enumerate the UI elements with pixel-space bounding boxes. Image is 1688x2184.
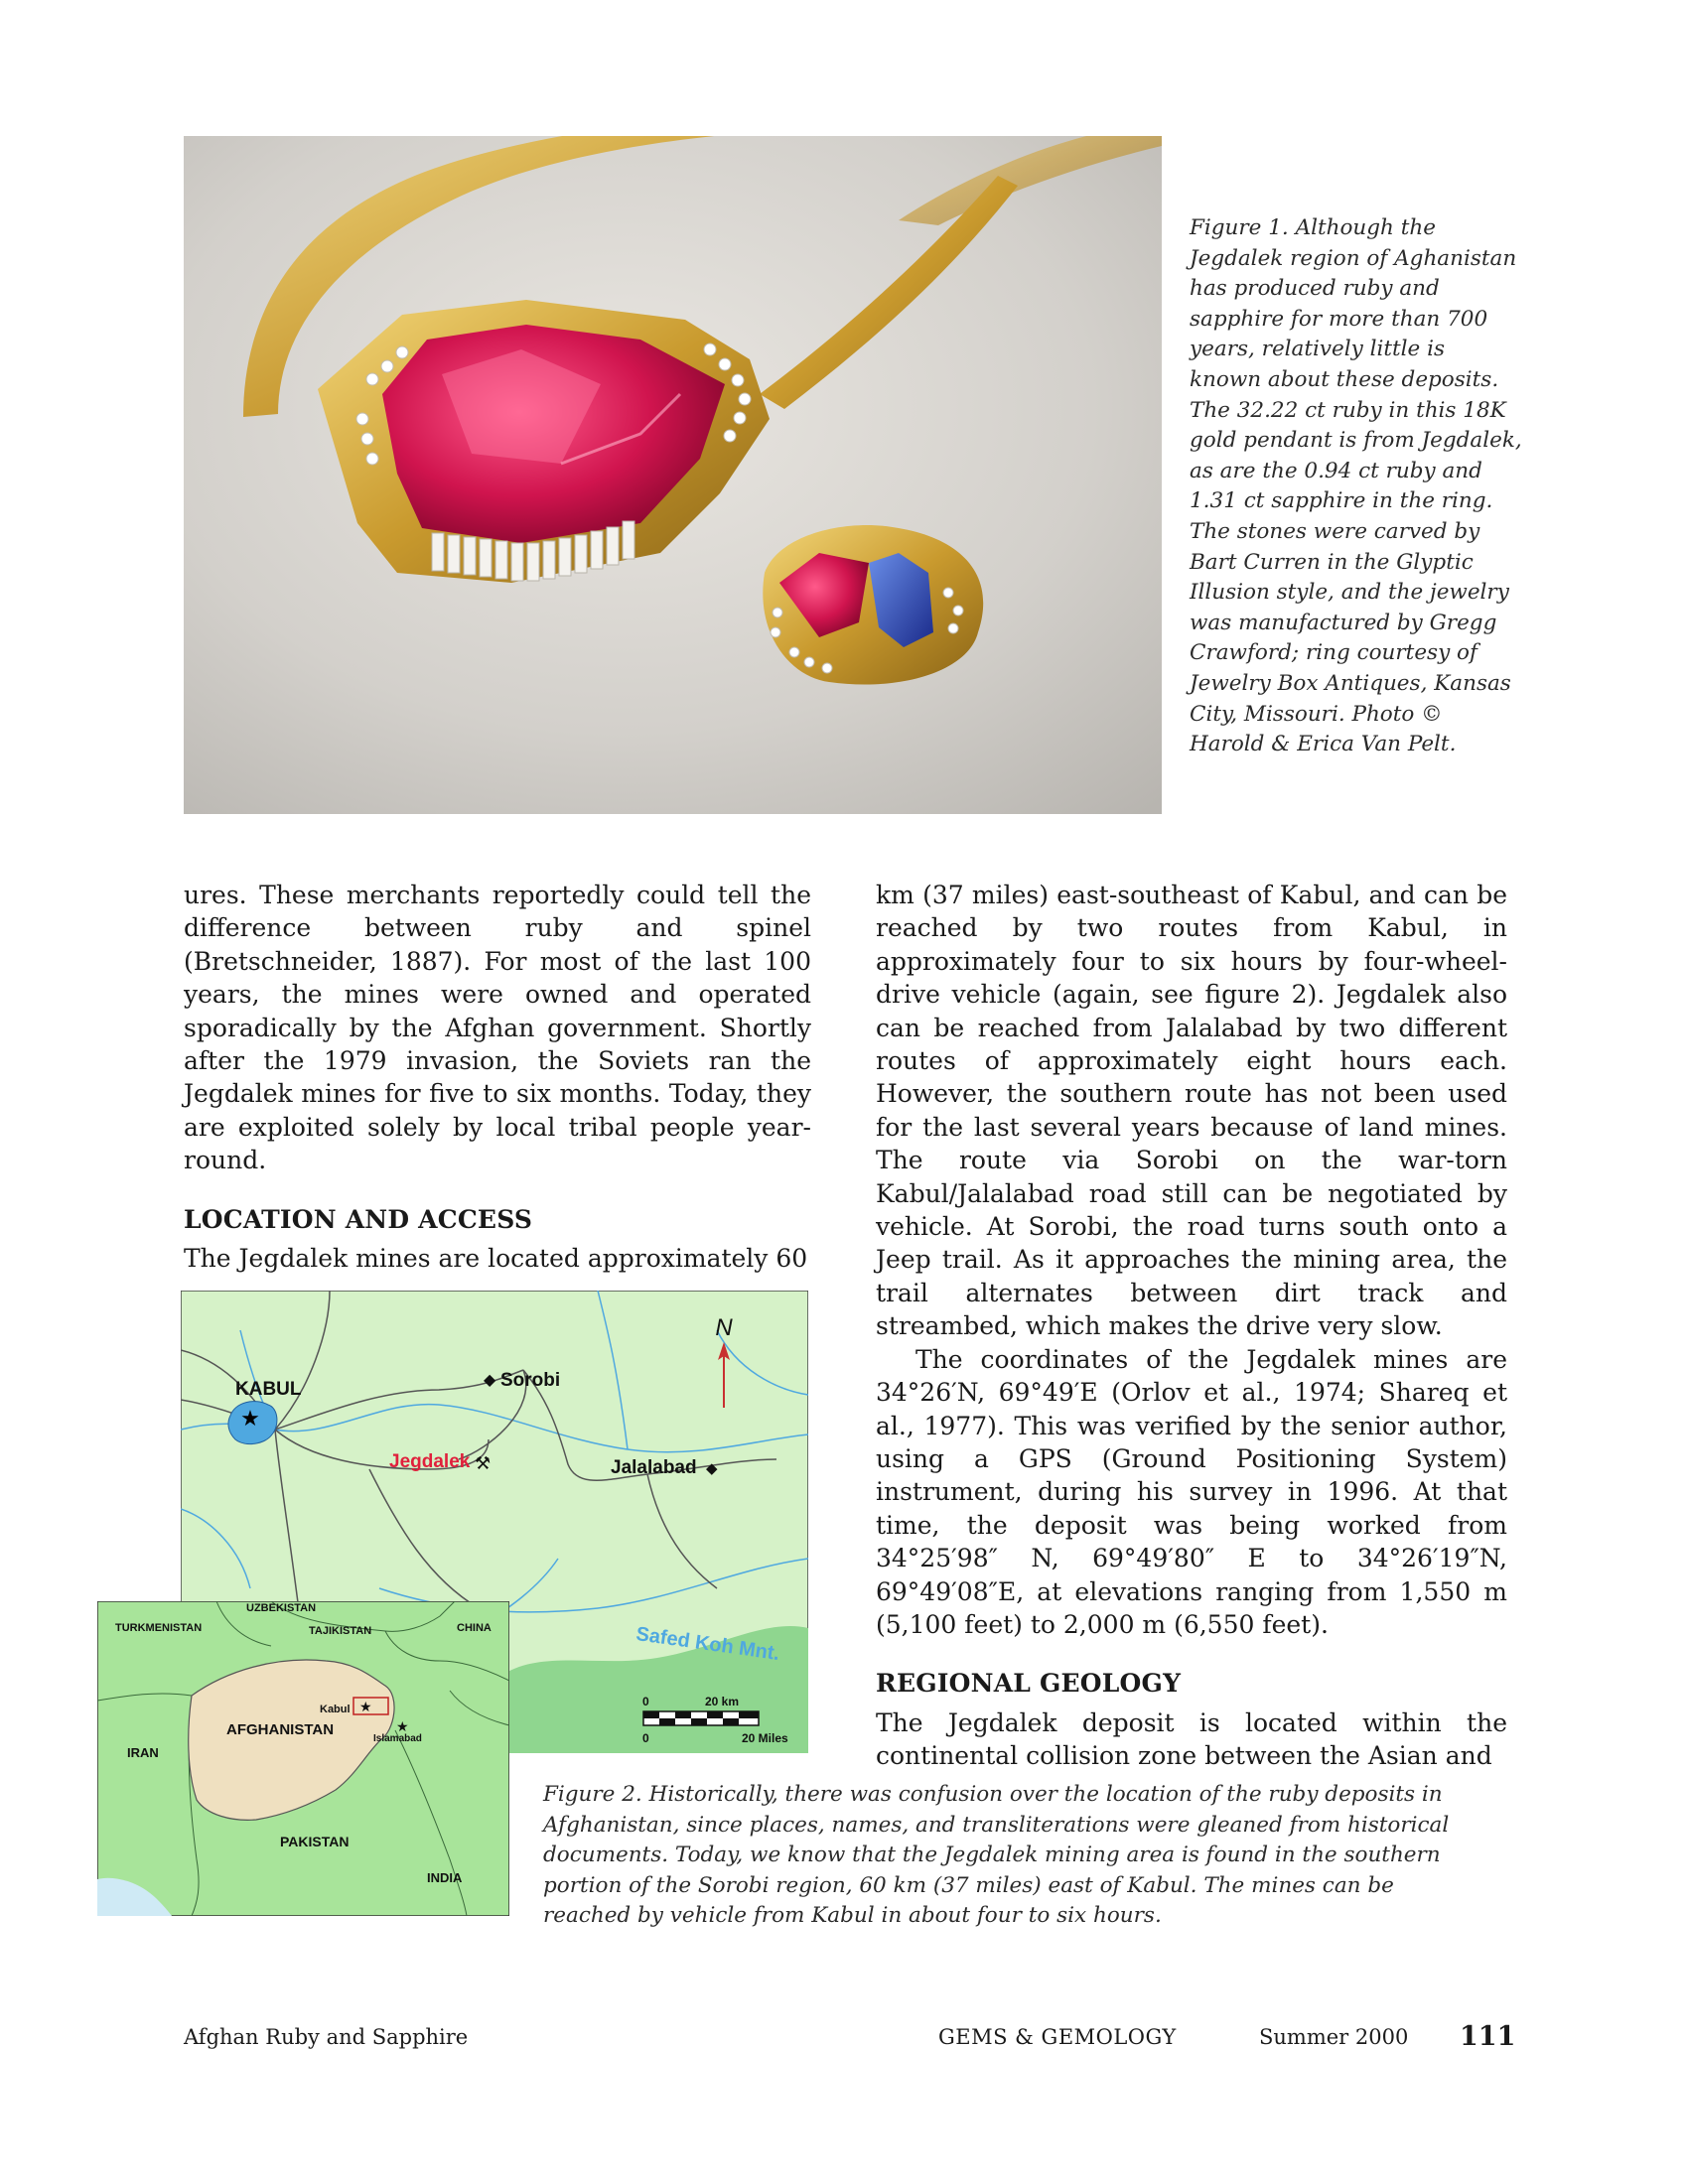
islamabad-star-icon: ★: [396, 1718, 409, 1734]
mine-icon: ⚒: [475, 1453, 492, 1473]
left-paragraph-1: ures. These merchants reportedly could tell the difference between ruby and spinel (Bretschneider, 1887). For most of the last 100 years, the mines were owned and operated sporadically by the Afghan government. Shortly after the 1979 invasion, the Soviets ran the Jegdalek mines for five to six months. Today, they are exploited solely by local tribal people year-round.: [184, 881, 811, 1175]
scale-label-miles: 20 Miles: [742, 1731, 788, 1745]
label-india: INDIA: [427, 1870, 463, 1885]
label-china: CHINA: [457, 1622, 492, 1634]
section-heading-geology: REGIONAL GEOLOGY: [876, 1669, 1182, 1699]
left-column: [184, 879, 811, 1275]
scale-label-km: 20 km: [705, 1695, 740, 1708]
scale-zero-miles: 0: [642, 1731, 649, 1745]
sorobi-marker-icon: ◆: [484, 1372, 496, 1389]
figure-2-caption: Figure 2. Historically, there was confusion over the location of the ruby deposits in Afghanistan, since places, names, and transliterations were gleaned from historical documents. Today, we know that the Jegdalek mining area is found in the southern portion of the Sorobi region, 60 km (37 miles) east of Kabul. The mines can be reached by vehicle from Kabul in about four to six hours.: [543, 1782, 1450, 1929]
right-paragraph-3: The Jegdalek deposit is located within the continental collision zone between the Asian and: [876, 1707, 1507, 1771]
map-label-safed-koh: Safed Koh Mnt.: [634, 1623, 781, 1666]
figure-1-caption: Figure 1. Although the Jegdalek region of Aghanistan has produced ruby and sapphire for more than 700 years, relatively little is known about these deposits. The 32.22 ct ruby in this 18K gold pendant is from Jegdalek, as are the 0.94 ct ruby and 1.31 ct sapphire in the ring. The stones were carved by Bart Curren in the Glyptic Illusion style, and the jewelry was manufactured by Gregg Crawford; ring courtesy of Jewelry Box Antiques, Kansas City, Missouri. Photo © Harold & Erica Van Pelt.: [1190, 215, 1522, 757]
label-islamabad: Islamabad: [373, 1733, 422, 1744]
right-paragraph-2: The coordinates of the Jegdalek mines are 34°26′N, 69°49′E (Orlov et al., 1974; Shareq et al., 1977). This was verified by the senior author, using a GPS (Ground Positioning System) instrument, during his survey in 1996. At that time, the deposit was being worked from 34°25′98″ N, 69°49′80″ E to 34°26′19″N, 69°49′08″E, at elevations ranging from 1,550 m (5,100 feet) to 2,000 m (6,550 feet).: [876, 1344, 1507, 1639]
map-label-kabul: KABUL: [235, 1379, 302, 1400]
label-kabul-inset: Kabul: [320, 1704, 351, 1715]
kabul-star-icon: ★: [240, 1406, 260, 1431]
label-pakistan: PAKISTAN: [280, 1834, 350, 1849]
label-afghanistan: AFGHANISTAN: [226, 1721, 335, 1738]
right-paragraph-1: km (37 miles) east-southeast of Kabul, and can be reached by two routes from Kabul, in approximately four to six hours by four-wheel-drive vehicle (again, see figure 2). Jegdalek also can be reached from Jalalabad by two different routes of approximately eight hours each. However, the southern route has not been used for the last several years because of land mines. The route via Sorobi on the war-torn Kabul/Jalalabad road still can be negotiated by vehicle. At Sorobi, the road turns south onto a Jeep trail. As it approaches the mining area, the trail alternates between dirt track and streambed, which makes the drive very slow.: [876, 881, 1507, 1341]
footer-issue: Summer 2000: [1259, 2025, 1409, 2049]
map-label-sorobi: Sorobi: [500, 1370, 561, 1391]
map-label-jegdalek: Jegdalek: [389, 1451, 471, 1472]
right-column: [876, 879, 1507, 1773]
inset-kabul-star-icon: ★: [359, 1699, 372, 1714]
footer-journal: GEMS & GEMOLOGY: [938, 2025, 1177, 2049]
figure-1-photo: [184, 136, 1162, 814]
label-uzbekistan: UZBEKISTAN: [246, 1602, 317, 1614]
scale-zero-km: 0: [642, 1695, 649, 1708]
inset-map: [97, 1601, 509, 1916]
label-turkmenistan: TURKMENISTAN: [115, 1622, 203, 1634]
section-heading-location: LOCATION AND ACCESS: [184, 1204, 533, 1234]
left-paragraph-2: The Jegdalek mines are located approximately 60: [184, 1244, 808, 1274]
label-tajikistan: TAJIKISTAN: [309, 1625, 372, 1637]
jewelry-photo: [184, 136, 1162, 814]
jalalabad-marker-icon: ◆: [706, 1460, 718, 1477]
label-iran: IRAN: [127, 1745, 159, 1760]
map-label-jalalabad: Jalalabad: [611, 1457, 697, 1478]
footer-article-title: Afghan Ruby and Sapphire: [184, 2025, 469, 2049]
inset-map-svg: [97, 1601, 509, 1916]
page-number: 111: [1460, 2021, 1516, 2052]
north-label: N: [715, 1314, 733, 1341]
